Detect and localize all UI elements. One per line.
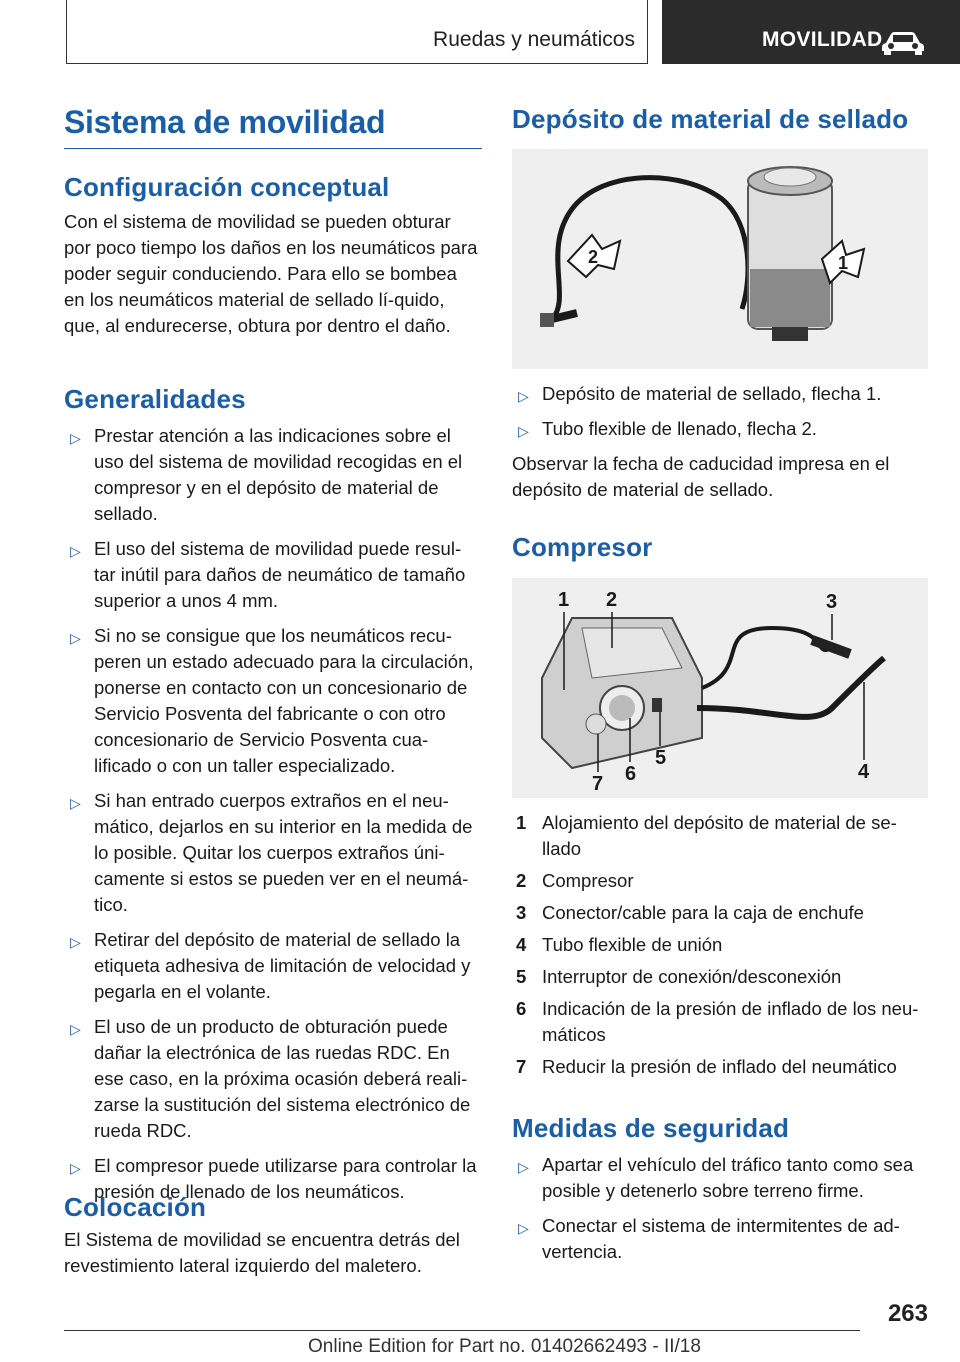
triangle-bullet-icon: ▷ xyxy=(518,423,529,439)
section-general xyxy=(64,384,482,1214)
concept-text: Con el sistema de movilidad se pueden obturar por poco tiempo los daños en los neumáticos para poder seguir conduciendo. Para ello se bombea en los neumáticos material de sellado lí-quido, que, al endurecerse, obtura por dentro el daño. xyxy=(64,211,478,336)
compressor-figure xyxy=(512,578,928,798)
list-item: ▷ Tubo flexible de llenado, flecha 2. xyxy=(512,416,930,442)
sealant-illustration xyxy=(512,149,928,369)
compressor-illustration xyxy=(512,578,928,798)
list-item: 5 Interruptor de conexión/desconexión xyxy=(516,966,842,987)
list-item: 4 Tubo flexible de unión xyxy=(516,934,723,955)
section-compressor xyxy=(512,532,930,563)
list-item: ▷ El compresor puede utilizarse para controlar la presión de llenado de los neumáticos. xyxy=(70,1155,477,1202)
list-item: ▷ Conectar el sistema de intermitentes de ad-vertencia. xyxy=(518,1215,900,1262)
list-item: 7 Reducir la presión de inflado del neumático xyxy=(516,1056,897,1077)
safety-heading: Medidas de seguridad xyxy=(512,1113,790,1143)
figure-label: 1 xyxy=(838,253,849,273)
list-item: ▷ Si han entrado cuerpos extraños en el neu-mático, dejarlos en su interior en la medida de lo posible. Quitar los cuerpos extraños úni-camente si estos se pueden ver en el neumá-tico. xyxy=(70,790,473,915)
triangle-bullet-icon: ▷ xyxy=(518,388,529,404)
list-item: ▷ El uso del sistema de movilidad puede resul-tar inútil para daños de neumático de tamaño superior a unos 4 mm. xyxy=(70,538,466,611)
safety-list xyxy=(512,1152,930,1265)
figure-label: 3 xyxy=(826,591,838,613)
list-item: 2 Compresor xyxy=(516,870,634,891)
triangle-bullet-icon: ▷ xyxy=(518,1220,529,1236)
list-item: ▷ El uso de un producto de obturación puede dañar la electrónica de las ruedas RDC. En ese caso, en la próxima ocasión deberá reali-zarse la sustitución del sistema electrónico de rueda RDC. xyxy=(70,1016,471,1141)
triangle-bullet-icon: ▷ xyxy=(518,1159,529,1175)
list-item: ▷ Si no se consigue que los neumáticos recu-peren un estado adecuado para la circulación, ponerse en contacto con un concesionario de Servicio Posventa del fabricante o con otro concesionario de Servicio Posventa cua-lificado o con un taller especializado. xyxy=(70,625,474,776)
footer-divider xyxy=(64,1330,860,1331)
page-number: 263 xyxy=(887,1300,928,1327)
compressor-parts xyxy=(512,810,930,1086)
page-title: Sistema de movilidad xyxy=(64,104,386,140)
figure-label: 7 xyxy=(592,773,604,795)
figure-label: 5 xyxy=(655,747,667,769)
figure-label: 1 xyxy=(558,589,570,611)
triangle-bullet-icon: ▷ xyxy=(70,1021,81,1037)
section-placement xyxy=(64,1192,482,1279)
list-item: 3 Conector/cable para la caja de enchufe xyxy=(516,902,864,923)
concept-heading: Configuración conceptual xyxy=(64,172,390,202)
compressor-parts-list xyxy=(512,810,930,1080)
placement-heading: Colocación xyxy=(64,1192,207,1222)
list-item: ▷ Depósito de material de sellado, flecha 1. xyxy=(512,381,930,407)
general-heading: Generalidades xyxy=(64,384,246,414)
figure-label: 2 xyxy=(606,589,618,611)
header-section-label: Ruedas y neumáticos xyxy=(433,28,635,51)
list-item: ▷ Prestar atención a las indicaciones sobre el uso del sistema de movilidad recogidas en el compresor y en el depósito de material de sellado. xyxy=(70,425,463,524)
footer-edition: Online Edition for Part no. 01402662493 - II/18 xyxy=(308,1336,701,1357)
sealant-content xyxy=(512,381,930,503)
placement-text: El Sistema de movilidad se encuentra detrás del revestimiento lateral izquierdo del maletero. xyxy=(64,1229,460,1276)
car-icon xyxy=(880,29,926,55)
section-sealant xyxy=(512,104,930,135)
list-item: ▷ Retirar del depósito de material de sellado la etiqueta adhesiva de limitación de velocidad y pegarla en el volante. xyxy=(70,929,471,1002)
sealant-note: Observar la fecha de caducidad impresa en el depósito de material de sellado. xyxy=(512,453,890,500)
sealant-heading: Depósito de material de sellado xyxy=(512,104,909,134)
list-item: ▷ Apartar el vehículo del tráfico tanto como sea posible y detenerlo sobre terreno firme. xyxy=(518,1154,914,1201)
triangle-bullet-icon: ▷ xyxy=(70,934,81,950)
general-list xyxy=(64,423,482,1205)
triangle-bullet-icon: ▷ xyxy=(70,430,81,446)
title-divider xyxy=(64,148,482,149)
figure-label: 6 xyxy=(625,763,637,785)
sealant-figure xyxy=(512,149,928,369)
triangle-bullet-icon: ▷ xyxy=(70,795,81,811)
triangle-bullet-icon: ▷ xyxy=(70,630,81,646)
sealant-list xyxy=(512,381,930,442)
compressor-heading: Compresor xyxy=(512,532,653,562)
list-item: 1 Alojamiento del depósito de material de se-llado xyxy=(516,812,897,859)
section-safety xyxy=(512,1113,930,1274)
list-item: 6 Indicación de la presión de inflado de los neu-máticos xyxy=(516,998,919,1045)
section-concept xyxy=(64,172,482,339)
triangle-bullet-icon: ▷ xyxy=(70,1160,81,1176)
triangle-bullet-icon: ▷ xyxy=(70,543,81,559)
header-chapter-label: MOVILIDAD xyxy=(762,28,883,51)
figure-label: 4 xyxy=(858,761,870,783)
header-section-tab xyxy=(66,0,648,64)
figure-label: 2 xyxy=(588,247,599,267)
